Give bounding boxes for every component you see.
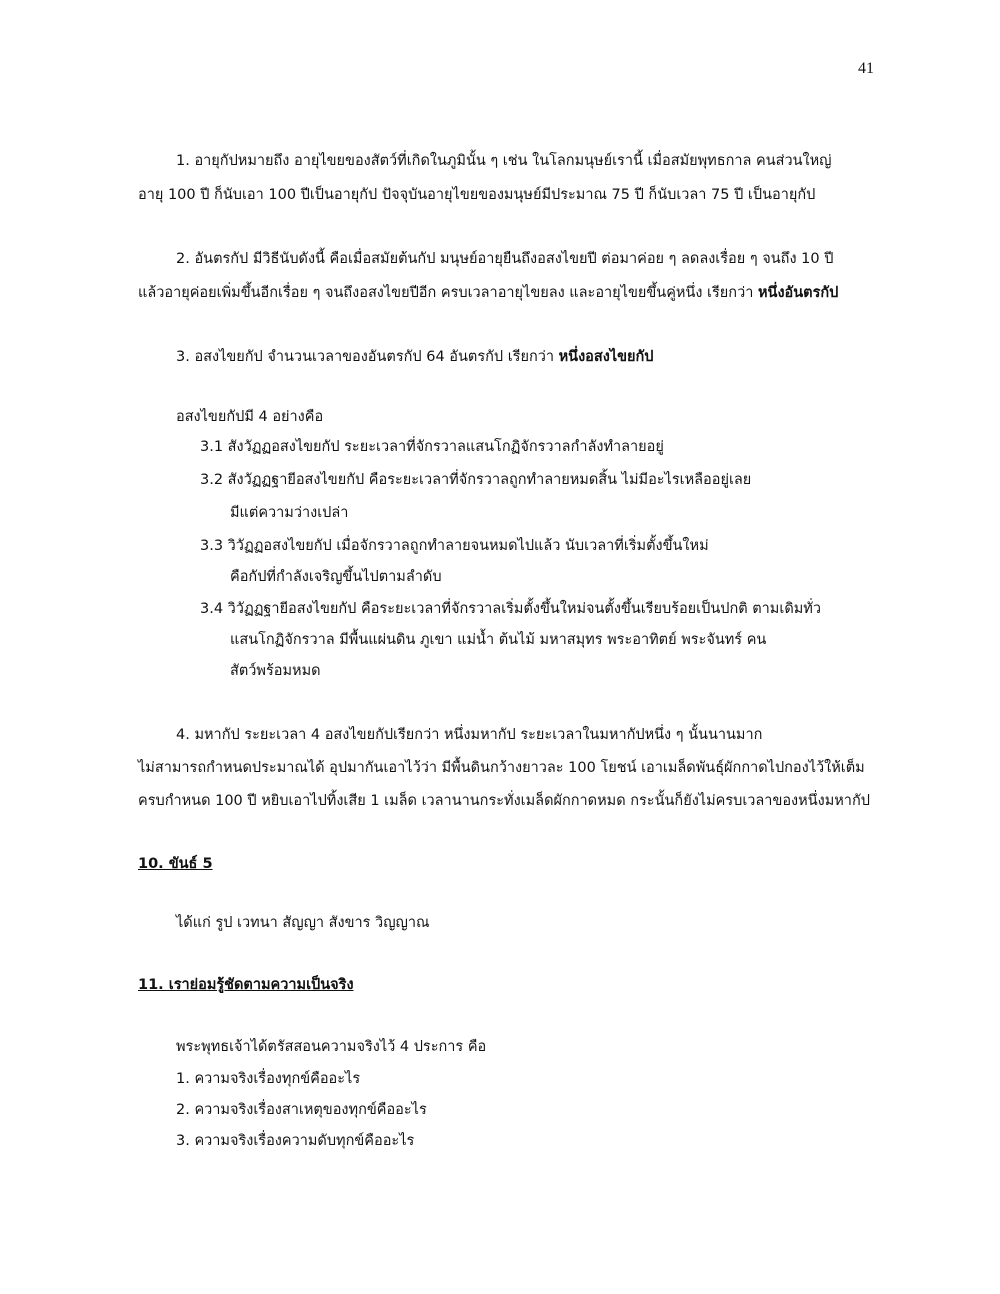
asong-3-2-line1: 3.2 สังวัฏฏฐายีอสงไขยกัป คือระยะเวลาที่จักรวาลถูกทำลายหมดสิ้น ไม่มีอะไรเหลืออยู่เลย <box>200 472 752 488</box>
item4-line3: ครบกำหนด 100 ปี หยิบเอาไปทิ้งเสีย 1 เมล็ด เวลานานกระทั่งเมล็ดผักกาดหมด กระนั้นก็ยังไม่ครบเวลาของหนึ่งมหากัป <box>138 793 870 809</box>
item3-text: 3. อสงไขยกัป จำนวนเวลาของอันตรกัป 64 อันตรกัป เรียกว่า <box>176 349 559 365</box>
item2-line2-text: แล้วอายุค่อยเพิ่มขึ้นอีกเรื่อย ๆ จนถึงอสงไขยปีอีก ครบเวลาอายุไขยลง และอายุไขยขึ้นคู่หนึ่ง เรียกว่า <box>138 285 758 301</box>
item3-line <box>176 346 654 368</box>
asong-3-4-line3: สัตว์พร้อมหมด <box>230 663 321 679</box>
item4-line1: 4. มหากัป ระยะเวลา 4 อสงไขยกัปเรียกว่า หนึ่งมหากัป ระยะเวลาในมหากัปหนึ่ง ๆ นั้นนานมาก <box>176 727 763 743</box>
section-11-intro: พระพุทธเจ้าได้ตรัสสอนความจริงไว้ 4 ประการ คือ <box>176 1039 487 1055</box>
section-10-body: ได้แก่ รูป เวทนา สัญญา สังขาร วิญญาณ <box>176 915 430 931</box>
asong-intro: อสงไขยกัปมี 4 อย่างคือ <box>176 409 324 425</box>
item2-line2-bold: หนึ่งอันตรกัป <box>757 285 839 301</box>
asong-3-1: 3.1 สังวัฏฏอสงไขยกัป ระยะเวลาที่จักรวาลแสนโกฏิจักรวาลกำลังทำลายอยู่ <box>200 439 664 455</box>
asong-3-2-line2: มีแต่ความว่างเปล่า <box>230 505 349 521</box>
asong-3-4-line2: แสนโกฏิจักรวาล มีพื้นแผ่นดิน ภูเขา แม่น้ำ ต้นไม้ มหาสมุทร พระอาทิตย์ พระจันทร์ คน <box>230 632 767 648</box>
item2-line2 <box>138 282 838 304</box>
item1-line1: 1. อายุกัปหมายถึง อายุไขยของสัตว์ที่เกิดในภูมินั้น ๆ เช่น ในโลกมนุษย์เรานี้ เมื่อสมัยพุทธกาล คนส่วนใหญ่ <box>176 153 832 169</box>
truth-item: 1. ความจริงเรื่องทุกข์คืออะไร <box>176 1071 361 1087</box>
item3-bold: หนึ่งอสงไขยกัป <box>558 349 654 365</box>
item2-line1: 2. อันตรกัป มีวิธีนับดังนี้ คือเมื่อสมัยต้นกัป มนุษย์อายุยืนถึงอสงไขยปี ต่อมาค่อย ๆ ลดลงเรื่อย ๆ จนถึง 10 ปี <box>176 251 834 267</box>
truth-item: 3. ความจริงเรื่องความดับทุกข์คืออะไร <box>176 1133 415 1149</box>
asong-3-3-line1: 3.3 วิวัฏฏอสงไขยกัป เมื่อจักรวาลถูกทำลายจนหมดไปแล้ว นับเวลาที่เริ่มตั้งขึ้นใหม่ <box>200 538 709 554</box>
item4-line2: ไม่สามารถกำหนดประมาณได้ อุปมากันเอาไว้ว่า มีพื้นดินกว้างยาวละ 100 โยชน์ เอาเมล็ดพันธุ์ผักกาดไปกองไว้ให้เต็ม <box>138 760 865 776</box>
section-11-heading: 11. เราย่อมรู้ชัดตามความเป็นจริง <box>138 977 354 993</box>
asong-3-4-line1: 3.4 วิวัฏฏฐายีอสงไขยกัป คือระยะเวลาที่จักรวาลเริ่มตั้งขึ้นใหม่จนตั้งขึ้นเรียบร้อยเป็นปกติ ตามเดิมทั่ว <box>200 601 821 617</box>
asong-3-3-line2: คือกัปที่กำลังเจริญขึ้นไปตามลำดับ <box>230 569 442 585</box>
item1-line2: อายุ 100 ปี ก็นับเอา 100 ปีเป็นอายุกัป ปัจจุบันอายุไขยของมนุษย์มีประมาณ 75 ปี ก็นับเวลา 75 ปี เป็นอายุกัป <box>138 187 816 203</box>
page-number: 41 <box>858 60 874 77</box>
truth-item: 2. ความจริงเรื่องสาเหตุของทุกข์คืออะไร <box>176 1102 427 1118</box>
section-10-heading: 10. ขันธ์ 5 <box>138 856 213 872</box>
